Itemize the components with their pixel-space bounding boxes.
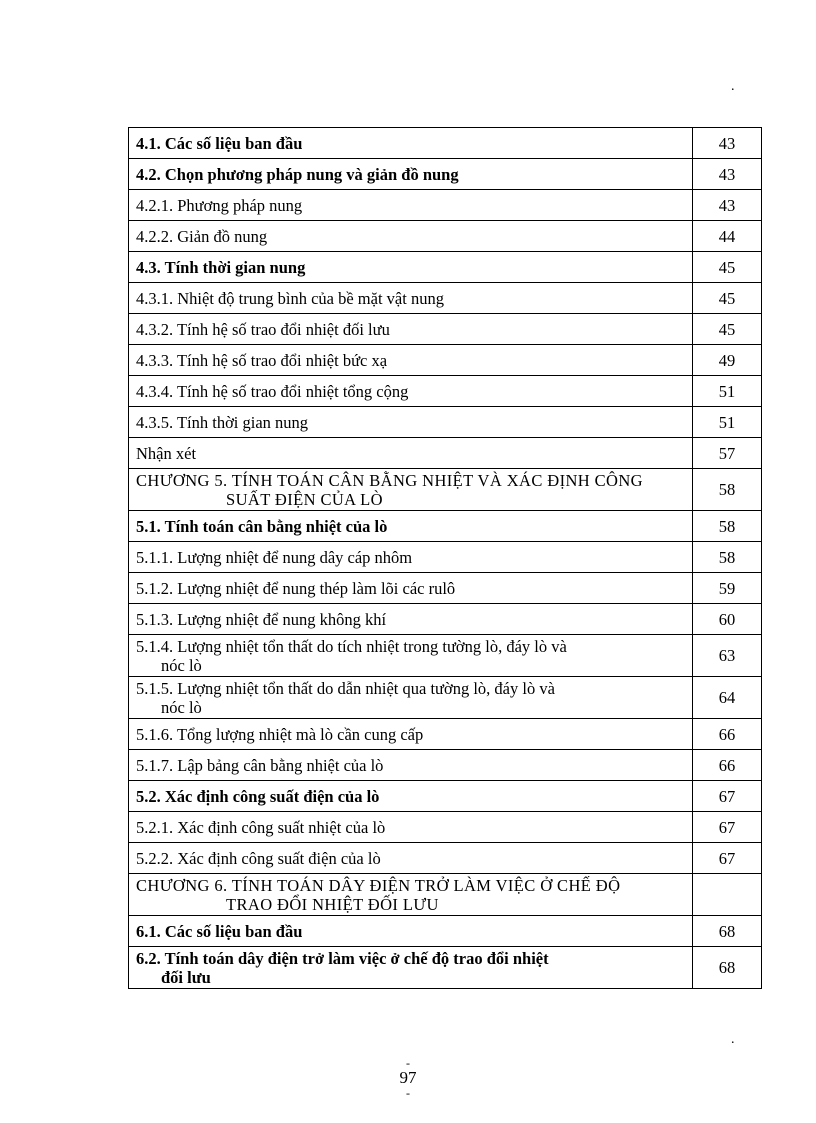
toc-row[interactable] [129,677,762,719]
toc-title: 4.1. Các số liệu ban đầu [129,128,693,159]
toc-row[interactable] [129,511,762,542]
toc-page-number: 59 [693,573,762,604]
toc-title-line: TRAO ĐỔI NHIỆT ĐỐI LƯU [226,894,439,914]
toc-title: 5.1.1. Lượng nhiệt để nung dây cáp nhôm [129,542,693,573]
toc-row[interactable] [129,407,762,438]
toc-chapter-title [129,874,693,916]
toc-row[interactable] [129,843,762,874]
toc-title: 4.3.4. Tính hệ số trao đổi nhiệt tổng cộng [129,376,693,407]
toc-page-number: 60 [693,604,762,635]
toc-row[interactable] [129,438,762,469]
toc-page-number: 68 [693,947,762,989]
corner-dot-top: . [731,79,735,94]
toc-title-line: 5.1.4. Lượng nhiệt tổn thất do tích nhiệt trong tường lò, đáy lò và [136,636,567,656]
toc-title: 5.1.2. Lượng nhiệt để nung thép làm lõi các rulô [129,573,693,604]
toc-row[interactable] [129,345,762,376]
toc-title: 5.1.7. Lập bảng cân bằng nhiệt của lò [129,750,693,781]
toc-page-number: 43 [693,159,762,190]
toc-title: 4.2. Chọn phương pháp nung và giản đồ nung [129,159,693,190]
toc-title-line: 5.1.5. Lượng nhiệt tổn thất do dẫn nhiệt qua tường lò, đáy lò và [136,678,555,698]
toc-title: 5.1.3. Lượng nhiệt để nung không khí [129,604,693,635]
toc-title: 4.3. Tính thời gian nung [129,252,693,283]
toc-title [129,947,693,989]
toc-title: 6.1. Các số liệu ban đầu [129,916,693,947]
toc-title: 4.2.2. Giản đồ nung [129,221,693,252]
toc-row[interactable] [129,128,762,159]
footer-dash-top: - [406,1056,410,1070]
toc-title: 4.3.3. Tính hệ số trao đổi nhiệt bức xạ [129,345,693,376]
toc-row[interactable] [129,159,762,190]
toc-row[interactable] [129,812,762,843]
toc-title [129,677,693,719]
toc-title-line: nóc lò [161,655,202,675]
toc-title: 5.2. Xác định công suất điện của lò [129,781,693,812]
toc-page-number: 44 [693,221,762,252]
toc-chapter-title [129,469,693,511]
toc-page-number: 58 [693,469,762,511]
toc-title [129,635,693,677]
toc-page-number: 45 [693,283,762,314]
toc-page-number: 58 [693,542,762,573]
toc-title-line: CHƯƠNG 5. TÍNH TOÁN CÂN BẰNG NHIỆT VÀ XÁC ĐỊNH CÔNG [136,470,643,490]
toc-page-number: 58 [693,511,762,542]
toc-page-number: 67 [693,812,762,843]
toc-title: 5.1. Tính toán cân bằng nhiệt của lò [129,511,693,542]
toc-row[interactable] [129,916,762,947]
toc-row[interactable] [129,573,762,604]
toc-title-line: CHƯƠNG 6. TÍNH TOÁN DÂY ĐIỆN TRỞ LÀM VIỆC Ở CHẾ ĐỘ [136,875,621,895]
toc-title-line: đối lưu [161,967,211,987]
toc-row[interactable] [129,190,762,221]
toc-page-number: 45 [693,252,762,283]
toc-title-line: 6.2. Tính toán dây điện trở làm việc ở chế độ trao đổi nhiệt [136,948,549,968]
page-number: 97 [399,1068,417,1087]
toc-page-number: 57 [693,438,762,469]
page-footer [0,1058,816,1098]
toc-page-number [693,874,762,916]
toc-row[interactable] [129,376,762,407]
toc-title: 4.3.1. Nhiệt độ trung bình của bề mặt vật nung [129,283,693,314]
toc-page-number: 45 [693,314,762,345]
toc-page-number: 49 [693,345,762,376]
toc-title: 4.3.5. Tính thời gian nung [129,407,693,438]
toc-page-number: 43 [693,128,762,159]
toc-title: 5.1.6. Tổng lượng nhiệt mà lò cần cung cấp [129,719,693,750]
toc-row[interactable] [129,947,762,989]
toc-row[interactable] [129,542,762,573]
toc-row[interactable] [129,314,762,345]
toc-row[interactable] [129,750,762,781]
toc-page-number: 66 [693,719,762,750]
toc-page-number: 63 [693,635,762,677]
toc-row[interactable] [129,252,762,283]
table-of-contents [128,127,762,989]
toc-row[interactable] [129,719,762,750]
toc-page-number: 66 [693,750,762,781]
toc-page-number: 67 [693,781,762,812]
toc-row[interactable] [129,635,762,677]
toc-row[interactable] [129,604,762,635]
toc-title-line: SUẤT ĐIỆN CỦA LÒ [226,489,383,509]
toc-row[interactable] [129,221,762,252]
toc-page-number: 51 [693,407,762,438]
toc-page-number: 68 [693,916,762,947]
toc-title: 5.2.2. Xác định công suất điện của lò [129,843,693,874]
toc-page-number: 43 [693,190,762,221]
toc-page-number: 51 [693,376,762,407]
corner-dot-bottom: . [731,1032,735,1047]
toc-title: 5.2.1. Xác định công suất nhiệt của lò [129,812,693,843]
toc-row[interactable] [129,874,762,916]
toc-row[interactable] [129,781,762,812]
toc-title-line: nóc lò [161,697,202,717]
toc-title: 4.3.2. Tính hệ số trao đổi nhiệt đối lưu [129,314,693,345]
toc-row[interactable] [129,283,762,314]
toc-title: Nhận xét [129,438,693,469]
toc-title: 4.2.1. Phương pháp nung [129,190,693,221]
footer-dash-bottom: - [406,1086,410,1100]
toc-page-number: 67 [693,843,762,874]
toc-page-number: 64 [693,677,762,719]
toc-row[interactable] [129,469,762,511]
